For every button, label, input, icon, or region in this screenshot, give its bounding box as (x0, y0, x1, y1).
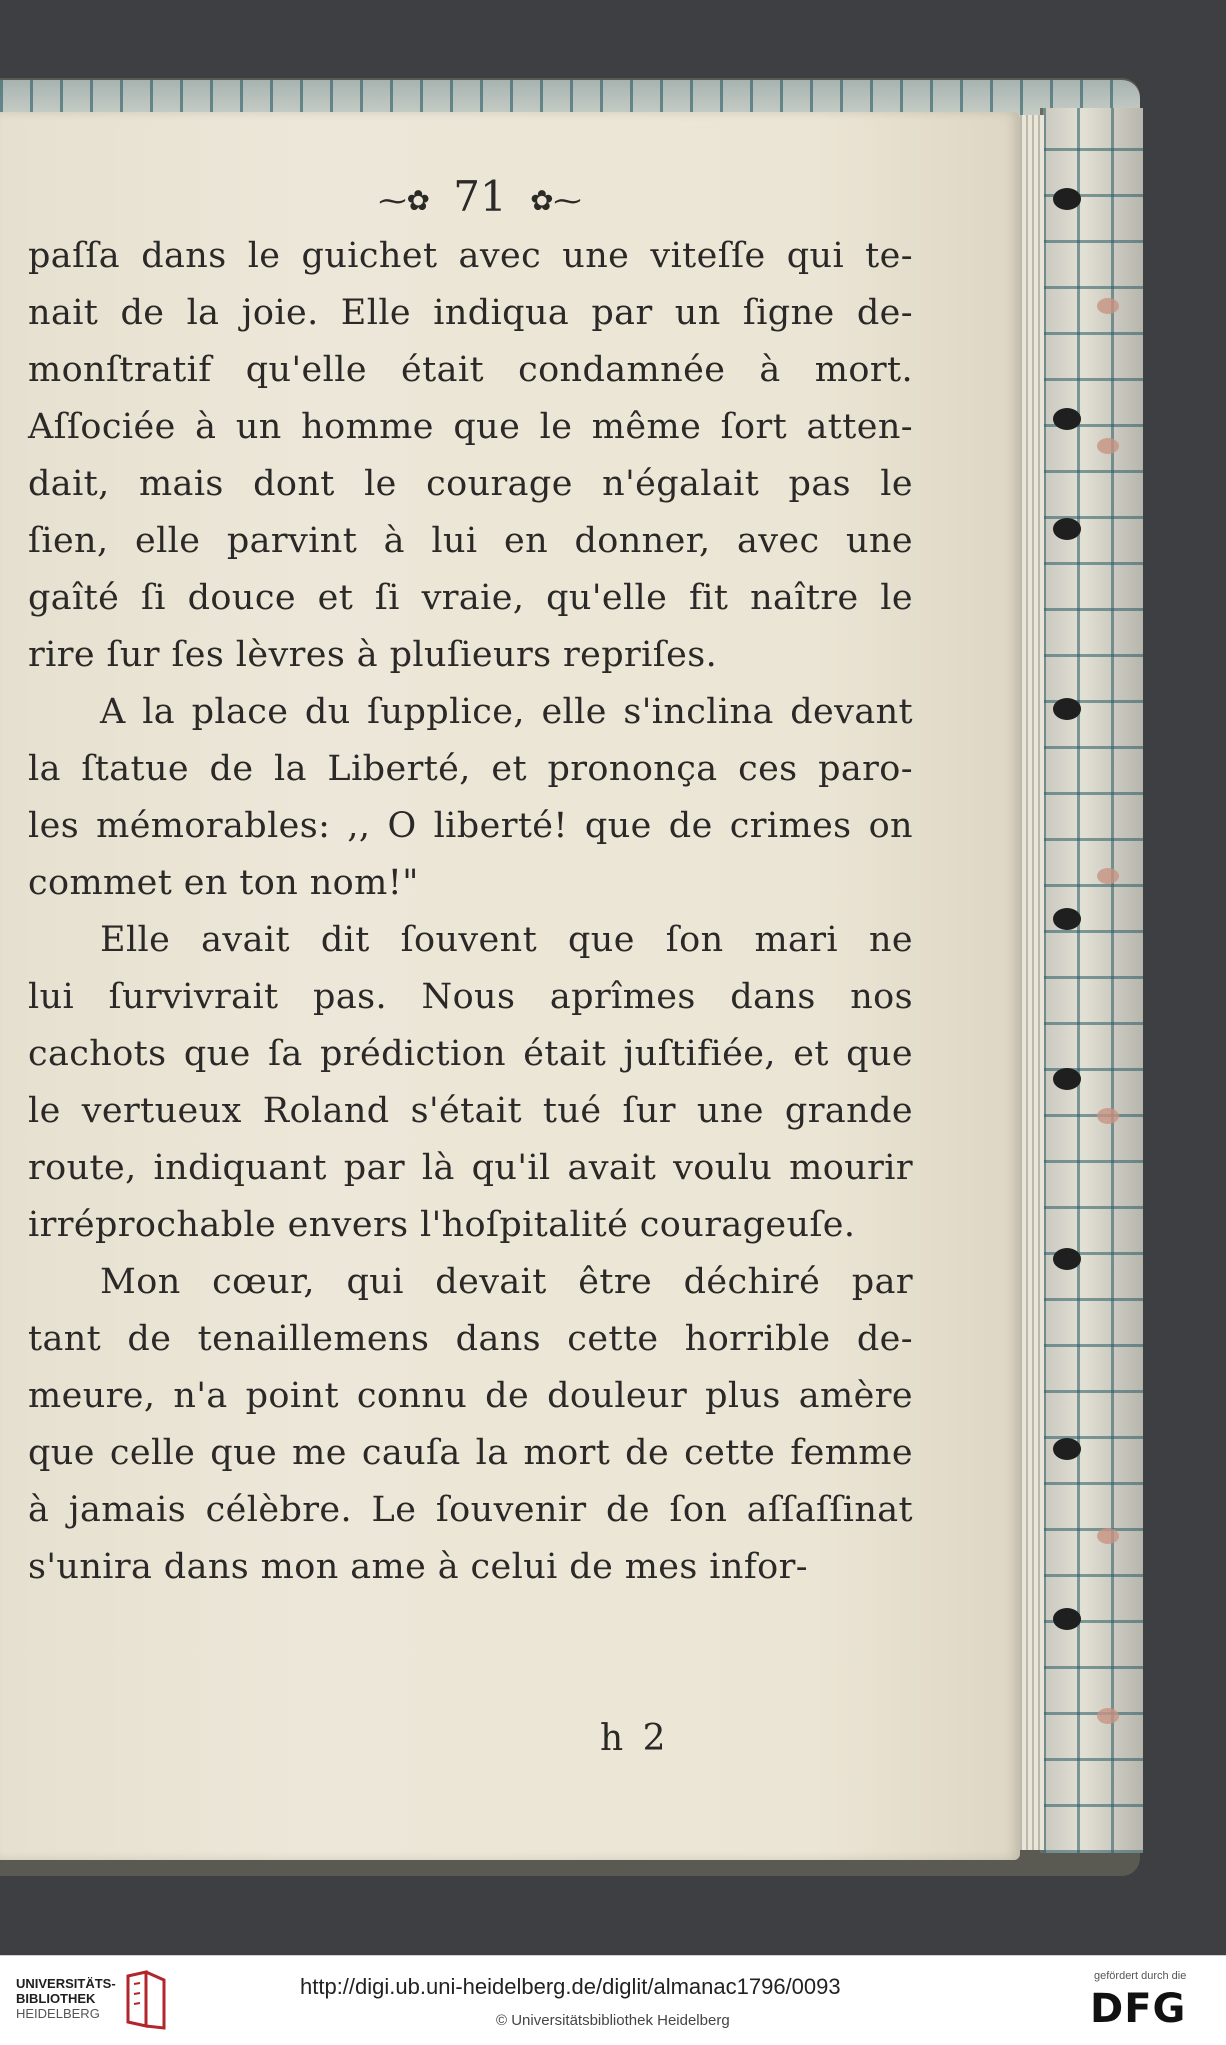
library-logo-text[interactable] (16, 1976, 116, 2021)
text-line: lui ſurvivrait pas. Nous aprîmes dans nos (28, 977, 913, 1017)
text-line: Mon cœur, qui devait être déchiré par (100, 1262, 913, 1302)
text-line: rire ſur ſes lèvres à pluſieurs repriſes. (28, 635, 718, 675)
dfg-logo[interactable]: DFG (1090, 1986, 1187, 2032)
permalink-url[interactable]: http://digi.ub.uni-heidelberg.de/diglit/almanac1796/0093 (300, 1974, 841, 1999)
library-logo-icon[interactable] (124, 1970, 168, 2030)
text-line: route, indiquant par là qu'il avait voulu mourir (28, 1148, 913, 1188)
marbled-cover-edge (1040, 108, 1143, 1853)
library-name-line1: UNIVERSITÄTS- (16, 1976, 116, 1991)
text-line: gaîté ſi douce et ſi vraie, qu'elle fit naître le (28, 578, 913, 618)
text-line: que celle que me cauſa la mort de cette femme (28, 1433, 913, 1473)
text-line: le vertueux Roland s'était tué ſur une grande (28, 1091, 913, 1131)
text-line: irréprochable envers l'hoſpitalité courageuſe. (28, 1205, 856, 1245)
text-line: meure, n'a point connu de douleur plus amère (28, 1376, 913, 1416)
page-number: 71 (453, 172, 507, 221)
text-line: tant de tenaillemens dans cette horrible de- (28, 1319, 913, 1359)
library-name-line3: HEIDELBERG (16, 2006, 100, 2021)
page-text (28, 228, 913, 1596)
text-line: ſien, elle parvint à lui en donner, avec une (28, 521, 913, 561)
text-line: la ſtatue de la Liberté, et prononça ces paro- (28, 749, 913, 789)
text-line: les mémorables: ,, O liberté! que de crimes on (28, 806, 913, 846)
header-ornament-left: ⁓✿ (378, 183, 430, 217)
page-header (360, 172, 600, 221)
text-line: dait, mais dont le courage n'égalait pas le (28, 464, 913, 504)
dfg-caption: gefördert durch die (1094, 1970, 1187, 1982)
text-line: cachots que ſa prédiction était juſtifiée, et que (28, 1034, 913, 1074)
text-line: monſtratif qu'elle était condamnée à mort. (28, 350, 913, 390)
header-ornament-right: ✿⁓ (530, 183, 582, 217)
text-line: A la place du ſupplice, elle s'inclina devant (100, 692, 913, 732)
signature-mark: h 2 (600, 1718, 670, 1759)
text-line: commet en ton nom!" (28, 863, 419, 903)
text-line: paſſa dans le guichet avec une viteſſe qui te- (28, 236, 913, 276)
text-line: nait de la joie. Elle indiqua par un ſigne de- (28, 293, 913, 333)
library-name-line2: BIBLIOTHEK (16, 1991, 96, 2006)
copyright-notice: © Universitätsbibliothek Heidelberg (496, 2012, 730, 2029)
text-line: Aſſociée à un homme que le même ſort atten- (28, 407, 913, 447)
text-line: s'unira dans mon ame à celui de mes infor- (28, 1547, 809, 1587)
text-line: à jamais célèbre. Le ſouvenir de ſon aſſaſſinat (28, 1490, 913, 1530)
footer-bar (0, 1955, 1226, 2045)
text-line: Elle avait dit ſouvent que ſon mari ne (100, 920, 913, 960)
